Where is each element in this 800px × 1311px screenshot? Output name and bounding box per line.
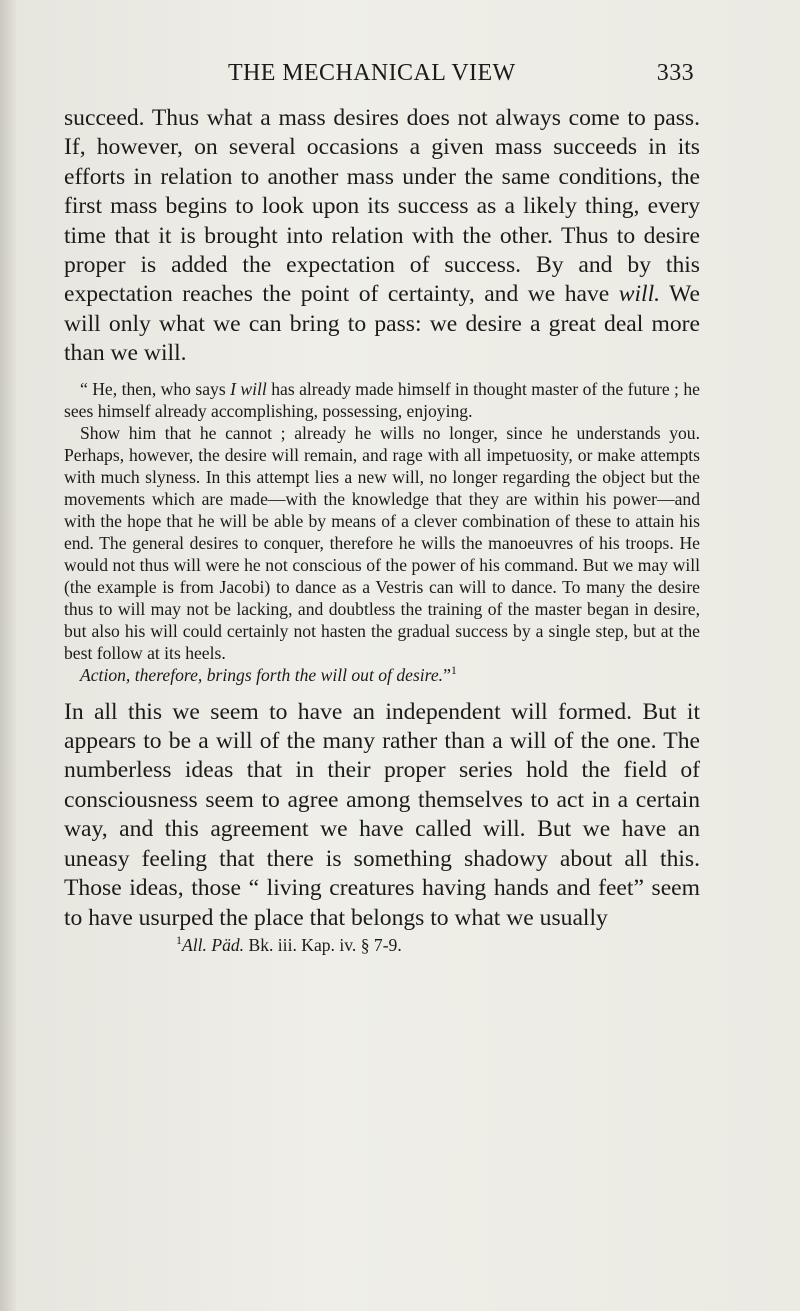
paragraph-1-text: succeed. Thus what a mass desires does not always come to pass. If, however, on several occasions a given mass succeeds in its efforts in relation to another mass under the same conditions, the first mass begins to look upon its success as a likely thing, every time that it is brought into relation with the other. Thus to desire proper is added the expectation of success. By and by this expectation reaches the point of certainty, and we have	[64, 105, 700, 308]
running-header	[228, 60, 694, 94]
paragraph-1-emphasis: will.	[618, 281, 661, 308]
page-number: 333	[656, 60, 694, 86]
footnote-text: Bk. iii. Kap. iv. § 7-9.	[244, 934, 402, 955]
footnote	[176, 934, 700, 956]
quote-paragraph-2: Show him that he cannot ; already he wills no longer, since he understands you. Perhaps, however, the desire will remain, and rage with all impetuosity, or make attempts with much slyness. In this attempt lies a new will, no longer regarding the object but the movements which are made—with the knowledge that they are within his power—and with the hope that he will be able by means of a clever combination of these to attain his end. The general desires to conquer, therefore he wills the manoeuvres of his troops. He would not thus will were he not conscious of the power of his command. But we may will (the example is from Jacobi) to dance as a Vestris can will to dance. To many the desire thus to will may not be lacking, and doubtless the training of the master began in desire, but also his will could certainly not hasten the gradual success by a single step, but at the best follow at its heels.	[64, 422, 700, 663]
quote-1-emphasis: I will	[230, 378, 267, 399]
page-body	[64, 104, 700, 956]
page-gutter	[0, 0, 16, 1311]
quote-paragraph-3	[64, 664, 700, 686]
paragraph-1	[64, 104, 700, 369]
paragraph-2: In all this we seem to have an independent will formed. But it appears to be a will of the many rather than a will of the one. The numberless ideas that in their proper series hold the field of consciousness seem to agree among themselves to act in a certain way, and this agreement we have called will. But we have an uneasy feeling that there is something shadowy about all this. Those ideas, those “ living creatures having hands and feet” seem to have usurped the place that belongs to what we usually	[64, 698, 700, 931]
footnote-mark: 1	[176, 933, 182, 948]
quote-1-start: “ He, then, who says	[80, 378, 231, 399]
quote-3-close: ”	[443, 664, 451, 685]
quote-3-emphasis: Action, therefore, brings forth the will out of desire.	[80, 664, 444, 685]
footnote-source: All. Päd.	[182, 934, 245, 955]
quote-paragraph-1	[64, 378, 700, 422]
quote-1-end: has already made himself in thought master of the future ; he sees himself already accomplishing, possessing, enjoying.	[64, 378, 700, 421]
paragraph-1-end: We will only what we can bring to pass: we desire a great deal more than we will.	[64, 281, 700, 367]
footnote-reference: 1	[450, 662, 457, 677]
running-title: THE MECHANICAL VIEW	[228, 60, 516, 86]
